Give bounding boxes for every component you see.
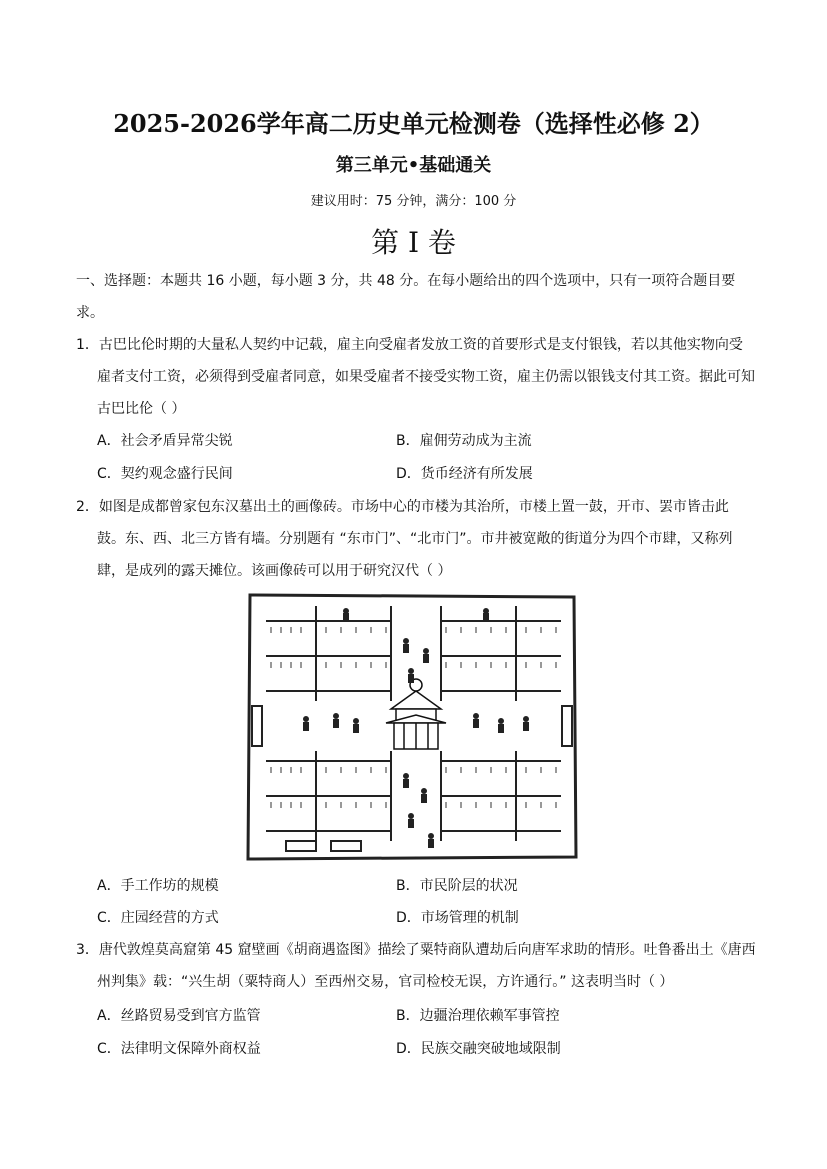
option-d[interactable]: D．市场管理的机制 [396,910,519,926]
market-brick-relief-image [246,591,578,861]
option-d[interactable]: D．民族交融突破地域限制 [396,1041,561,1057]
option-c[interactable]: C．契约观念盛行民间 [97,466,233,482]
question-3 [76,934,756,998]
section-instructions: 一、选择题：本题共 16 小题，每小题 3 分，共 48 分。在每小题给出的四个选项中，只有一项符合题目要求。 [76,273,736,321]
option-c[interactable]: C．庄园经营的方式 [97,910,219,926]
option-a[interactable]: A．社会矛盾异常尖锐 [97,433,233,449]
option-b[interactable]: B．市民阶层的状况 [396,878,518,894]
question-2 [76,491,756,587]
option-a[interactable]: A．丝路贸易受到官方监管 [97,1008,261,1024]
option-b[interactable]: B．边疆治理依赖军事管控 [396,1008,560,1024]
volume-heading: 第 I 卷 [371,226,456,259]
unit-subtitle: 第三单元•基础通关 [335,155,492,176]
exam-title: 2025-2026学年高二历史单元检测卷（选择性必修 2） [113,109,714,138]
option-a[interactable]: A．手工作坊的规模 [97,878,219,894]
time-info: 建议用时：75 分钟，满分：100 分 [310,194,517,209]
question-1 [76,329,756,425]
question-stem: 3．唐代敦煌莫高窟第 45 窟壁画《胡商遇盗图》描绘了粟特商队遭劫后向唐军求助的情形。吐鲁番出土《唐西州判集》载：“兴生胡（粟特商人）至西州交易，官司检校无误，方许通行。” 这表明当时（ ） [76,942,756,990]
option-c[interactable]: C．法律明文保障外商权益 [97,1041,261,1057]
option-d[interactable]: D．货币经济有所发展 [396,466,533,482]
question-stem: 2．如图是成都曾家包东汉墓出土的画像砖。市场中心的市楼为其治所，市楼上置一鼓，开市、罢市皆击此鼓。东、西、北三方皆有墙。分别题有 “东市门”、“北市门”。市井被宽敞的街道分为四个市肆，又称列肆，是成列的露天摊位。该画像砖可以用于研究汉代（ ） [76,499,733,579]
option-b[interactable]: B．雇佣劳动成为主流 [396,433,532,449]
question-stem: 1．古巴比伦时期的大量私人契约中记载，雇主向受雇者发放工资的首要形式是支付银钱，若以其他实物向受雇者支付工资，必须得到受雇者同意，如果受雇者不接受实物工资，雇主仍需以银钱支付其工资。据此可知古巴比伦（ ） [76,337,755,417]
